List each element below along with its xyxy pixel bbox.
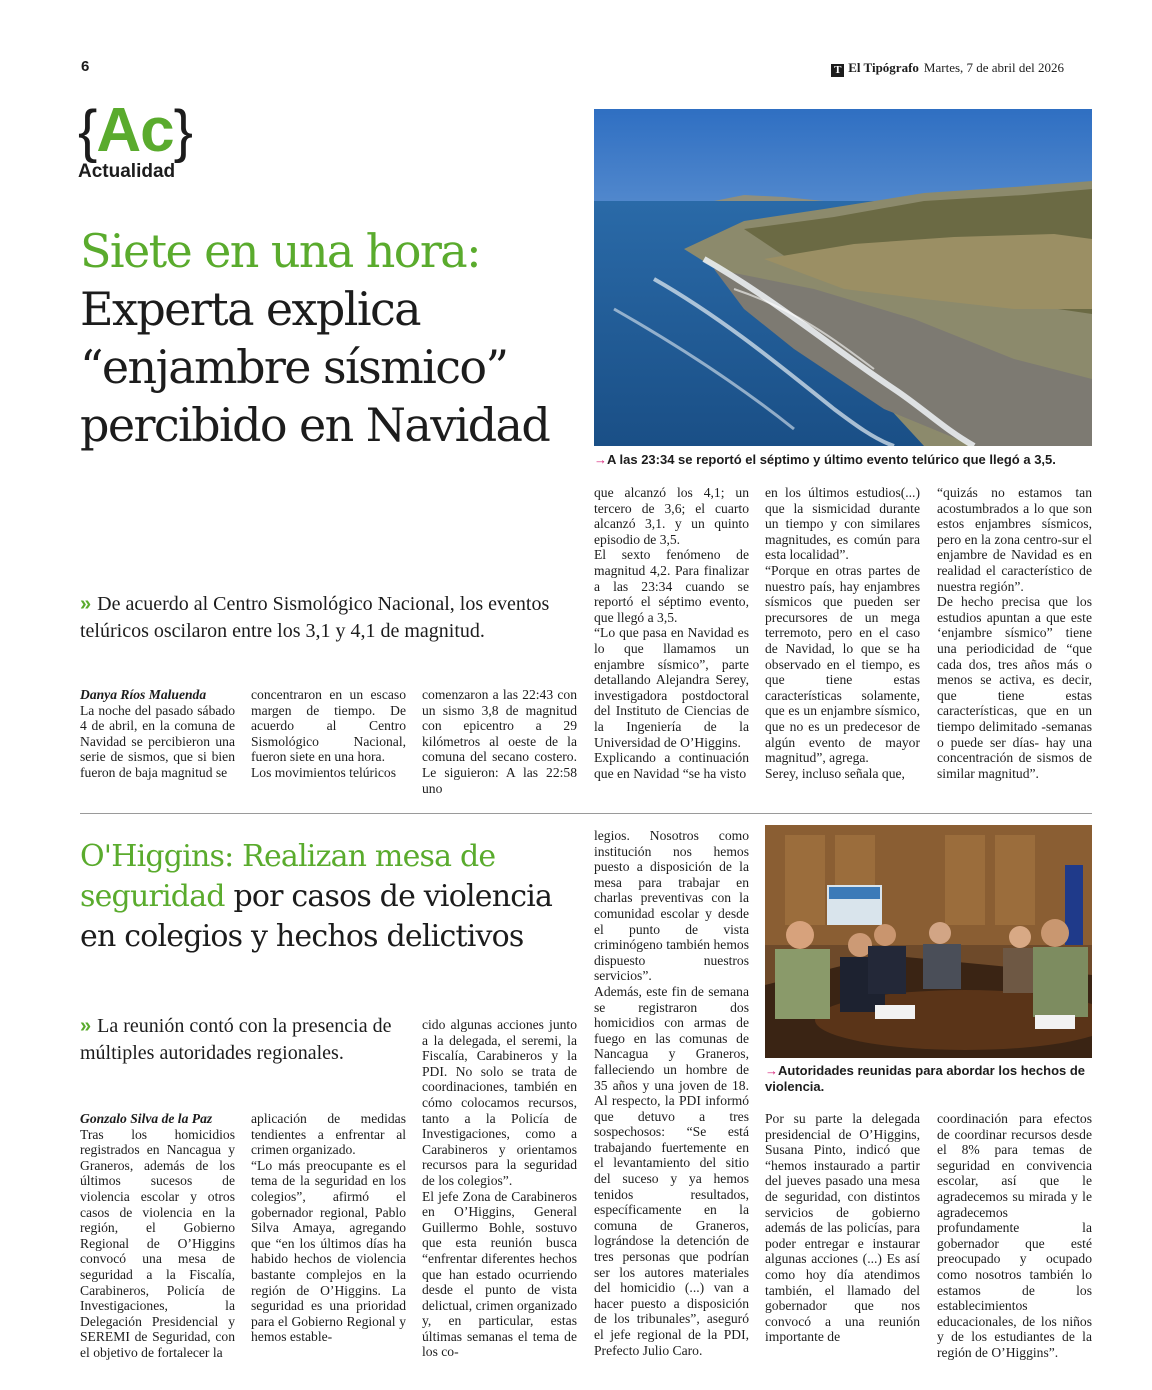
- newspaper-name: El Tipógrafo: [848, 60, 919, 75]
- article1-headline-main: Experta explica “enjambre sísmico” percibido en Navidad: [80, 282, 550, 452]
- article1-column-6: [937, 485, 1092, 781]
- article1-column-3: [422, 687, 577, 796]
- section-code: Ac: [96, 96, 174, 165]
- article2-paragraph: Tras los homicidios registrados en Nancagua y Graneros, además de los últimos sucesos de violencia escolar y otros casos de violencia en la región, el Gobierno Regional de O’Higgins convocó una mesa de seguridad a la Fiscalía, Carabineros, Policía de Investigaciones, la Delegación Presidencial y SEREMI de Seguridad, con el objetivo de fortalecer la: [80, 1126, 235, 1360]
- brace-close: }: [173, 99, 193, 164]
- article2-column-1: [80, 1111, 235, 1361]
- article1-paragraph: comenzaron a las 22:43 con un sismo 3,8 de magnitud con epicentro a 29 kilómetros al oeste de la comuna del secano costero. Le siguieron: A las 22:58 uno: [422, 687, 577, 796]
- article1-paragraph: Los movimientos telúricos: [251, 764, 396, 780]
- coast-photo-illustration: [594, 109, 1092, 446]
- article1-lead-text: De acuerdo al Centro Sismológico Nacional, los eventos telúricos oscilaron entre los 3,1 y 4,1 de magnitud.: [80, 593, 550, 642]
- article1-paragraph: que alcanzó los 4,1; un tercero de 3,6; el cuarto alcanzó 3,1. y un quinto episodio de 3,5.: [594, 485, 749, 547]
- article2-column-2: [251, 1111, 406, 1345]
- caption-arrow-icon: →: [765, 1063, 778, 1078]
- article2-headline: [80, 837, 580, 957]
- article2-caption-text: Autoridades reunidas para abordar los hechos de violencia.: [765, 1063, 1086, 1094]
- caption-arrow-icon: →: [594, 452, 607, 467]
- article1-photo-caption: [594, 452, 1092, 468]
- article2-paragraph: Por su parte la delegada presidencial de O’Higgins, Susana Pinto, indicó que “hemos instaurado a partir del jueves pasado una mesa de seguridad, con distintos servicios de gobierno además de las policías, para poder entregar e instaurar algunas acciones (...) Es así como hoy día atendimos también, el llamado del gobernador que nos convocó a una reunión importante de: [765, 1111, 920, 1345]
- article2-paragraph: cido algunas acciones junto a la delegada, el seremi, la Fiscalía, Carabineros y la PDI. No solo se trata de coordinaciones, también en cómo colocamos recursos, tanto a la Policía de Investigaciones, como a Carabineros y orientamos recursos para la seguridad de los colegios”.: [422, 1017, 577, 1188]
- article1-lead: [80, 591, 570, 645]
- article2-headline-kicker: O'Higgins: Realizan mesa de seguridad: [80, 839, 496, 914]
- article1-paragraph: El sexto fenómeno de magnitud 4,2. Para finalizar a las 23:34 cuando se reportó el séptimo evento, que llegó a 3,5.: [594, 547, 749, 625]
- article1-caption-text: A las 23:34 se reportó el séptimo y último evento telúrico que llegó a 3,5.: [607, 452, 1056, 467]
- article1-headline-kicker: Siete en una hora:: [80, 224, 480, 278]
- article1-paragraph: en los últimos estudios(...) que la sismicidad durante un tiempo y con similares magnitudes, es común para esta localidad”.: [765, 485, 920, 563]
- section-label: Actualidad: [78, 161, 176, 182]
- article2-lead: [80, 1013, 405, 1067]
- article2-photo-caption: [765, 1063, 1092, 1095]
- article1-paragraph: La noche del pasado sábado 4 de abril, en la comuna de Navidad se percibieron una serie de sismos, que si bien fueron de baja magnitud se: [80, 702, 235, 780]
- article1-author: Danya Ríos Maluenda: [80, 687, 207, 702]
- article1-paragraph: “Lo que pasa en Navidad es lo que llamamos un enjambre sísmico”, parte detallando Alejandra Serey, investigadora postdoctoral del Instituto de Ciencias de la Ingeniería de la Universidad de O’Higgins.: [594, 625, 749, 750]
- issue-date: Martes, 7 de abril del 2026: [923, 60, 1064, 75]
- article1-paragraph: “quizás no estamos tan acostumbrados a lo que son estos enjambres sísmicos, pero en la zona centro-sur el enjambre de Navidad es en realidad el característico de nuestra región”.: [937, 485, 1092, 594]
- article2-paragraph: Además, este fin de semana se registraron dos homicidios con armas de fuego en las comunas de Nancagua y Graneros, falleciendo un hombre de 35 años y una joven de 18. Al respecto, la PDI informó que detuvo a tres sospechosos: “Se está trabajando fuertemente en el levantamiento del sitio del suceso y ya hemos tenidos resultados, específicamente en la comuna de Graneros, lográndose la detención de tres personas que podrían ser los autores materiales del homicidio (...) van a hacer puesto a disposición de los tribunales”, aseguró el jefe regional de la PDI, Prefecto Julio Caro.: [594, 983, 749, 1358]
- article1-column-2: [251, 687, 406, 781]
- article1-paragraph: “Porque en otras partes de nuestro país, hay enjambres sísmicos que pueden ser precursores de un mega terremoto, pero en el caso de Navidad, lo que se ha observado en el tiempo, es que tiene estas características solamente, que es un enjambre sísmico, que no es un predecesor de algún evento de mayor magnitud”, agrega.: [765, 562, 920, 766]
- article2-paragraph: “Lo más preocupante es el tema de la seguridad en los colegios”, afirmó el gobernador regional, Pablo Silva Amaya, agregando que “en los últimos días ha habido hechos de violencia bastante complejos en la región de O’Higgins. La seguridad es una prioridad para el Gobierno Regional y hemos estable-: [251, 1157, 406, 1345]
- article1-column-5: [765, 485, 920, 781]
- article2-column-6: [937, 1111, 1092, 1361]
- article1-paragraph: Explicando a continuación que en Navidad “se ha visto: [594, 750, 749, 781]
- article2-column-3: [422, 1017, 577, 1360]
- coast-photo: [594, 109, 1092, 446]
- article2-headline-main: por casos de violencia en colegios y hechos delictivos: [80, 879, 553, 954]
- article1-paragraph: De hecho precisa que los estudios apuntan a que este ‘enjambre sísmico” tiene una periodicidad de “que cada dos, tres años más o menos se activa, es decir, que tiene estas características, que en un tiempo delimitado -semanas o puede ser días- hay una concentración de sismos de similar magnitud”.: [937, 594, 1092, 781]
- article2-column-4: [594, 828, 749, 1358]
- article2-column-5: [765, 1111, 920, 1345]
- lead-chevron-icon: »: [80, 1015, 92, 1037]
- page-number: 6: [81, 58, 90, 75]
- newspaper-logo-icon: T: [831, 64, 844, 77]
- masthead: [831, 60, 1064, 77]
- article1-paragraph: concentraron en un escaso margen de tiempo. De acuerdo al Centro Sismológico Nacional, fueron siete en una hora.: [251, 687, 406, 765]
- article2-paragraph: El jefe Zona de Carabineros en O’Higgins, General Guillermo Bohle, sostuvo que esta reunión busca “enfrentar diferentes hechos que han estado ocurriendo desde el punto de vista delictual, crimen organizado y, en particular, estas últimas semanas el tema de los co-: [422, 1188, 577, 1360]
- section-mark: [78, 98, 192, 183]
- article2-paragraph: legios. Nosotros como institución nos hemos puesto a disposición de la mesa para trabajar en charlas preventivas con la comunidad escolar y desde el punto de vista criminógeno también hemos dispuesto nuestros servicios”.: [594, 828, 749, 984]
- lead-chevron-icon: »: [80, 593, 92, 615]
- article2-author: Gonzalo Silva de la Paz: [80, 1111, 213, 1126]
- brace-open: {: [78, 99, 97, 164]
- article1-paragraph: Serey, incluso señala que,: [765, 765, 905, 781]
- article2-paragraph: coordinación para efectos de coordinar recursos desde el 8% para temas de seguridad en convivencia escolar, así que le agradecemos su mirada y le agradecemos profundamente la gobernador que esté preocupado y ocupado como nosotros también lo estamos de los establecimientos educacionales, de los niños y de los estudiantes de la región de O’Higgins”.: [937, 1111, 1092, 1360]
- meeting-photo: [765, 825, 1092, 1058]
- article1-column-1: [80, 687, 235, 781]
- meeting-photo-illustration: [765, 825, 1092, 1058]
- article2-paragraph: aplicación de medidas tendientes a enfrentar al crimen organizado.: [251, 1111, 406, 1158]
- article1-headline: [80, 222, 580, 454]
- article1-column-4: [594, 485, 749, 781]
- article-divider: [80, 813, 1092, 814]
- article2-lead-text: La reunión contó con la presencia de múltiples autoridades regionales.: [80, 1015, 392, 1064]
